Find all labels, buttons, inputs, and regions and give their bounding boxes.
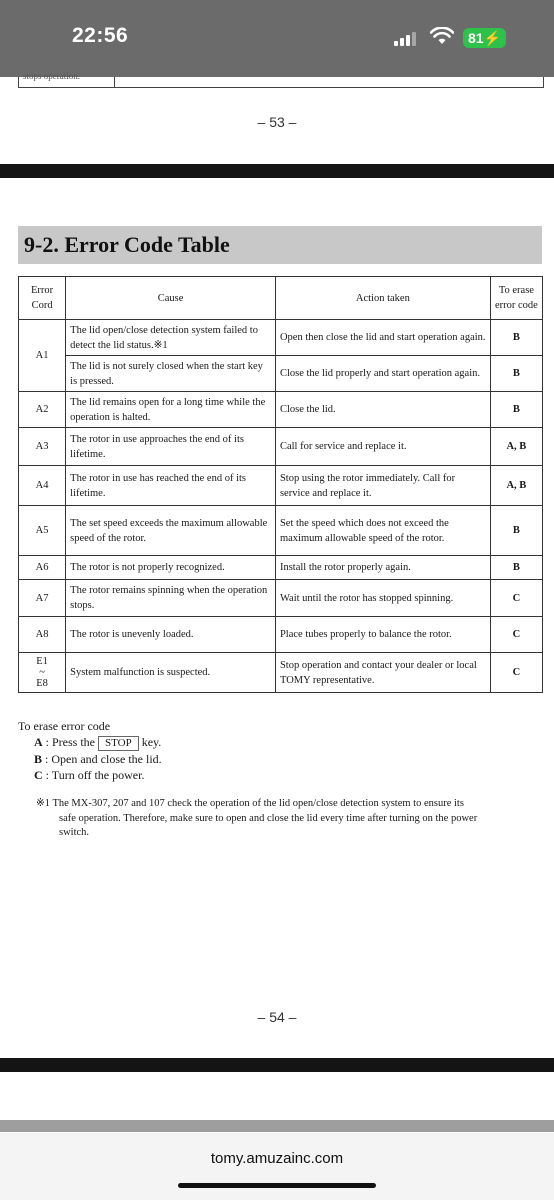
range-tilde: ~ [39,667,45,678]
table-row [19,617,543,653]
page-number-54: – 54 – [257,1009,297,1025]
home-indicator[interactable] [178,1183,376,1188]
error-code-cell [19,653,66,693]
header-erase: To erase error code [490,277,542,320]
erase-cell: A, B [490,428,542,466]
table-row [19,506,543,556]
action-cell: Install the rotor properly again. [275,556,490,580]
next-page-edge [0,1120,554,1132]
header-error-code: Error Cord [19,277,66,320]
cause-cell: The rotor is unevenly loaded. [66,617,276,653]
cause-cell: The rotor remains spinning when the operation stops. [66,580,276,617]
previous-table-fragment [18,71,544,88]
erase-cell: C [490,653,542,693]
action-cell: Open then close the lid and start operation again. [275,320,490,356]
clock-time: 22:56 [72,24,129,47]
previous-table-text: stops operation. [23,71,80,81]
error-code-cell: A7 [19,580,66,617]
footnote [36,797,546,841]
table-row [19,392,543,428]
action-cell: Stop using the rotor immediately. Call for service and replace it. [275,466,490,506]
page-separator [0,1058,554,1072]
cellular-signal-icon [394,32,416,46]
table-row [19,428,543,466]
error-code-end: E8 [36,678,48,689]
footnote-line-3: switch. [59,827,90,838]
cause-cell: The rotor is not properly recognized. [66,556,276,580]
error-code-start: E1 [36,656,48,667]
erase-legend [18,718,162,783]
error-code-cell: A6 [19,556,66,580]
action-cell: Place tubes properly to balance the rotor. [275,617,490,653]
page-separator [0,164,554,178]
section-header [18,226,542,264]
action-cell: Set the speed which does not exceed the maximum allowable speed of the rotor. [275,506,490,556]
header-action: Action taken [275,277,490,320]
erase-cell: B [490,392,542,428]
page-number-53: – 53 – [257,114,297,130]
footnote-line-2: safe operation. Therefore, make sure to open and close the lid every time after turning on the power [59,812,478,824]
url-text: tomy.amuzainc.com [210,1150,344,1167]
cause-cell: The lid remains open for a long time while the operation is halted. [66,392,276,428]
status-bar [0,0,554,77]
table-header-row [19,277,543,320]
action-cell: Call for service and replace it. [275,428,490,466]
erase-cell: A, B [490,466,542,506]
address-bar[interactable] [0,1150,554,1167]
table-row [19,356,543,392]
error-code-cell: A4 [19,466,66,506]
action-cell: Wait until the rotor has stopped spinning. [275,580,490,617]
erase-cell: B [490,556,542,580]
stop-key-label: STOP [98,736,139,751]
erase-cell: C [490,617,542,653]
legend-item-c: C : Turn off the power. [34,768,145,782]
action-cell: Stop operation and contact your dealer or local TOMY representative. [275,653,490,693]
table-row [19,320,543,356]
error-code-cell: A8 [19,617,66,653]
cause-cell: System malfunction is suspected. [66,653,276,693]
error-code-cell: A2 [19,392,66,428]
footnote-line-1: ※1 The MX-307, 207 and 107 check the operation of the lid open/close detection system to ensure its [36,798,464,809]
error-code-table [18,276,543,693]
battery-icon: 81⚡ [463,28,506,48]
table-row [19,580,543,617]
cause-cell: The rotor in use approaches the end of its lifetime. [66,428,276,466]
table-row [19,466,543,506]
legend-title: To erase error code [18,719,111,733]
cause-cell: The set speed exceeds the maximum allowable speed of the rotor. [66,506,276,556]
cause-cell: The rotor in use has reached the end of its lifetime. [66,466,276,506]
wifi-icon [430,27,454,45]
table-row [19,556,543,580]
erase-cell: B [490,320,542,356]
table-row [19,653,543,693]
erase-cell: B [490,506,542,556]
action-cell: Close the lid. [275,392,490,428]
section-title: 9-2. Error Code Table [24,232,230,257]
error-code-cell: A1 [19,320,66,392]
cause-cell: The lid open/close detection system failed to detect the lid status.※1 [66,320,276,356]
cause-cell: The lid is not surely closed when the start key is pressed. [66,356,276,392]
legend-item-a: A : Press the STOP key. [34,735,162,749]
error-code-cell: A5 [19,506,66,556]
erase-cell: C [490,580,542,617]
action-cell: Close the lid properly and start operation again. [275,356,490,392]
erase-cell: B [490,356,542,392]
battery-level: 81 [468,30,484,46]
error-code-cell: A3 [19,428,66,466]
legend-item-b: B : Open and close the lid. [34,752,162,766]
header-cause: Cause [66,277,276,320]
